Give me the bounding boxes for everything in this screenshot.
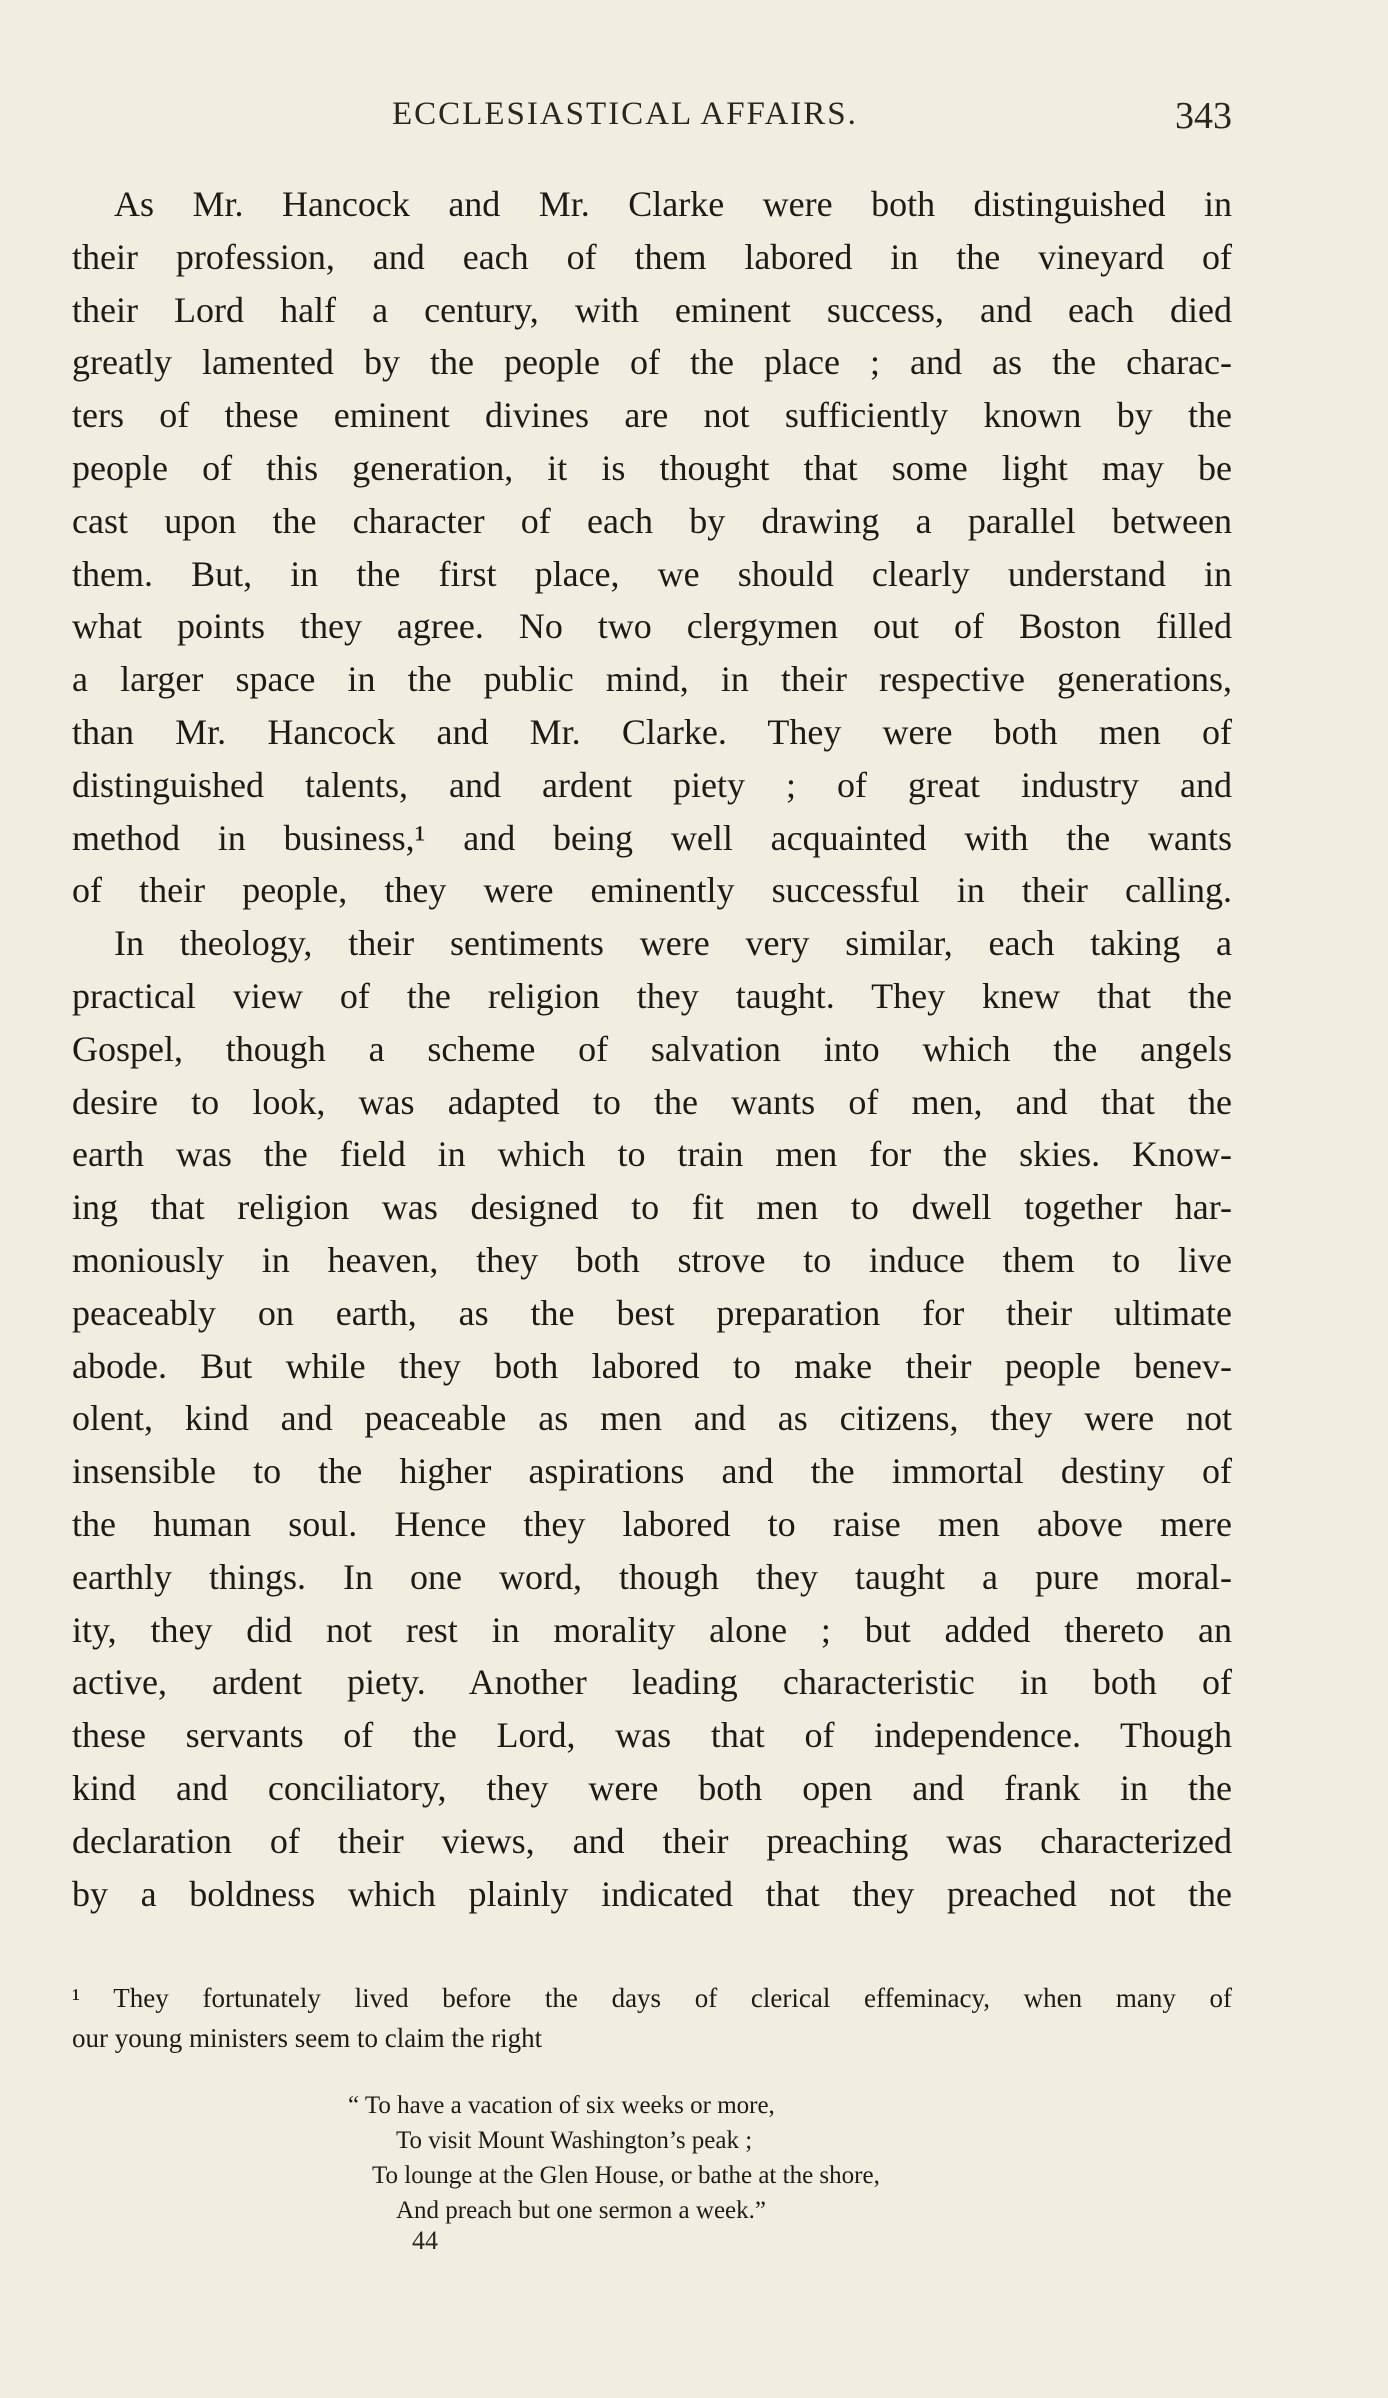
- paragraph-line: method in business,¹ and being well acquainted with the wants: [72, 817, 1232, 858]
- paragraph-line: what points they agree. No two clergymen out of Boston filled: [72, 606, 1232, 647]
- paragraph-line: As Mr. Hancock and Mr. Clarke were both distinguished in: [114, 184, 1232, 224]
- paragraph-line: ters of these eminent divines are not sufficiently known by the: [72, 395, 1232, 436]
- footnote-verse: [72, 2088, 1232, 2228]
- paragraph-line: olent, kind and peaceable as men and as citizens, they were not: [72, 1398, 1232, 1439]
- paragraph-line: Gospel, though a scheme of salvation into which the angels: [72, 1028, 1232, 1069]
- paragraph-line: their profession, and each of them labored in the vineyard of: [72, 236, 1232, 277]
- paragraph-line: by a boldness which plainly indicated that they preached not the: [72, 1873, 1232, 1914]
- paragraph-line: practical view of the religion they taught. They knew that the: [72, 975, 1232, 1016]
- paragraph-line: people of this generation, it is thought that some light may be: [72, 447, 1232, 488]
- body-text: [72, 178, 1232, 1920]
- paragraph-line: moniously in heaven, they both strove to induce them to live: [72, 1239, 1232, 1280]
- running-title: ECCLESIASTICAL AFFAIRS.: [392, 96, 858, 132]
- paragraph-line: active, ardent piety. Another leading characteristic in both of: [72, 1662, 1232, 1703]
- signature-area: [0, 2226, 1388, 2262]
- paragraph-line: ing that religion was designed to fit men to dwell together har-: [72, 1187, 1232, 1228]
- paragraph-line: their Lord half a century, with eminent success, and each died: [72, 289, 1232, 330]
- paragraph-line: desire to look, was adapted to the wants of men, and that the: [72, 1081, 1232, 1122]
- paragraph-line: earthly things. In one word, though they taught a pure moral-: [72, 1556, 1232, 1597]
- paragraph-line: greatly lamented by the people of the place ; and as the charac-: [72, 342, 1232, 383]
- paragraph-line: a larger space in the public mind, in their respective generations,: [72, 659, 1232, 700]
- signature-mark: 44: [412, 2226, 438, 2255]
- paragraph-line: than Mr. Hancock and Mr. Clarke. They were both men of: [72, 711, 1232, 752]
- paragraph-line: them. But, in the first place, we should clearly understand in: [72, 553, 1232, 594]
- verse-line: To lounge at the Glen House, or bathe at the shore,: [372, 2162, 880, 2189]
- paragraph-line: distinguished talents, and ardent piety ; of great industry and: [72, 764, 1232, 805]
- paragraph-line: declaration of their views, and their preaching was characterized: [72, 1820, 1232, 1861]
- footnote-line: ¹ They fortunately lived before the days of clerical effeminacy, when many of: [72, 1983, 1232, 2013]
- verse-line: “ To have a vacation of six weeks or more,: [348, 2092, 775, 2119]
- paragraph-line: earth was the field in which to train men for the skies. Know-: [72, 1134, 1232, 1175]
- paragraph-line: insensible to the higher aspirations and the immortal destiny of: [72, 1451, 1232, 1492]
- page-number: 343: [1175, 95, 1232, 137]
- paragraph-line: ity, they did not rest in morality alone ; but added thereto an: [72, 1609, 1232, 1650]
- paragraph-line: peaceably on earth, as the best preparation for their ultimate: [72, 1292, 1232, 1333]
- paragraph-line: kind and conciliatory, they were both open and frank in the: [72, 1767, 1232, 1808]
- verse-line: To visit Mount Washington’s peak ;: [396, 2127, 753, 2154]
- running-head: [72, 96, 1232, 152]
- paragraph-line: these servants of the Lord, was that of independence. Though: [72, 1715, 1232, 1756]
- paragraph-line: the human soul. Hence they labored to raise men above mere: [72, 1503, 1232, 1544]
- footnote: [72, 1978, 1232, 2058]
- paragraph-line: of their people, they were eminently successful in their calling.: [72, 870, 1232, 911]
- paragraph-line: abode. But while they both labored to make their people benev-: [72, 1345, 1232, 1386]
- verse-line: And preach but one sermon a week.”: [396, 2197, 766, 2224]
- footnote-line: our young ministers seem to claim the right: [72, 2023, 543, 2053]
- paragraph-line: In theology, their sentiments were very similar, each taking a: [114, 923, 1232, 964]
- paragraph-line: cast upon the character of each by drawing a parallel between: [72, 500, 1232, 541]
